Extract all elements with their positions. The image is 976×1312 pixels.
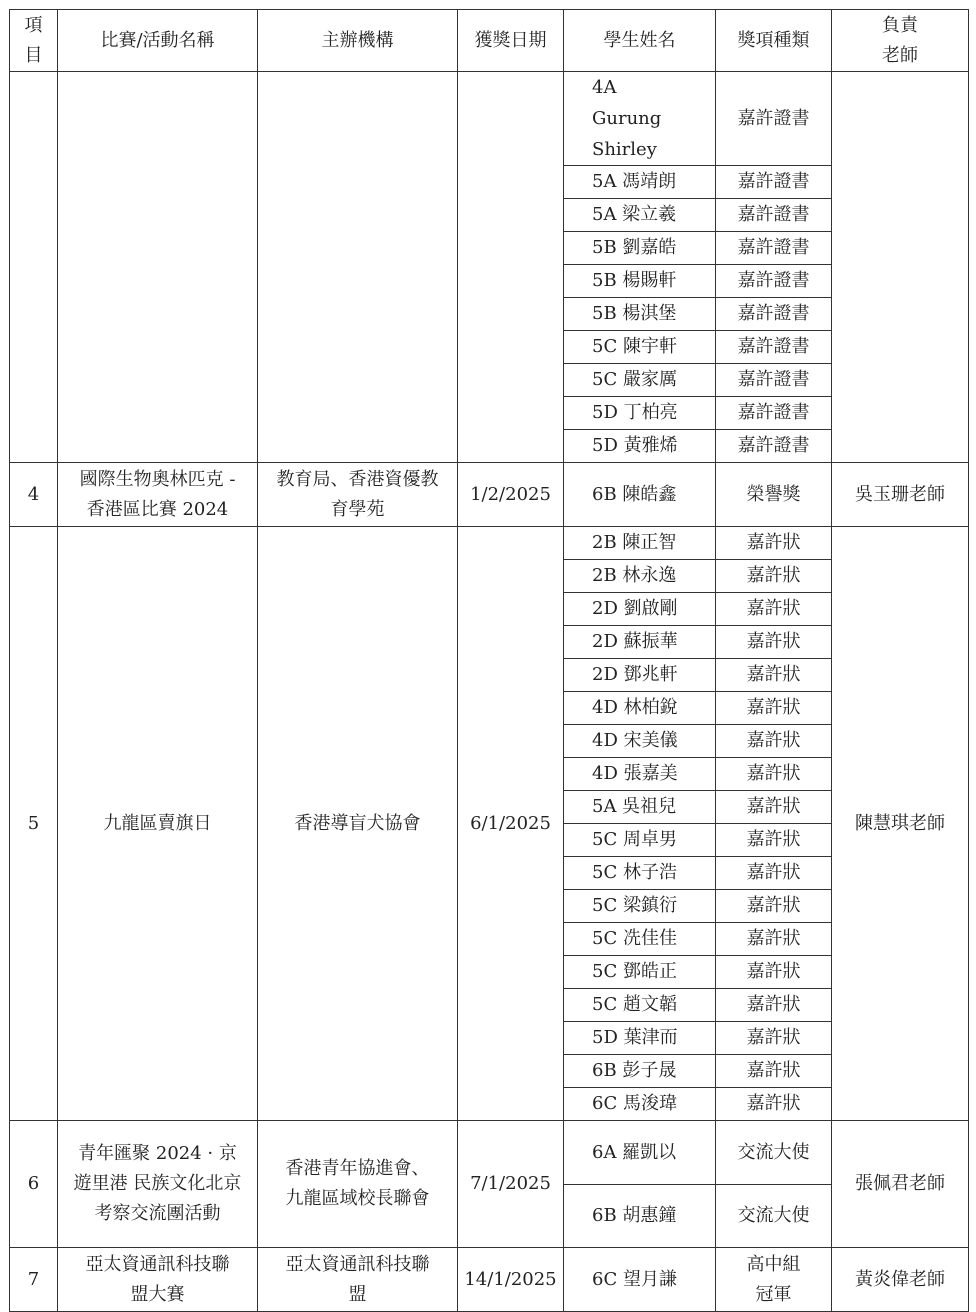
- award-type: 嘉許證書: [716, 72, 832, 166]
- award-type: 嘉許證書: [716, 430, 832, 463]
- award-type: 嘉許狀: [716, 659, 832, 692]
- student-name: 2D 鄧兆軒: [564, 659, 716, 692]
- table-row: [10, 527, 969, 560]
- award-type: 嘉許證書: [716, 166, 832, 199]
- student-name: 5C 周卓男: [564, 824, 716, 857]
- award-type: 交流大使: [716, 1121, 832, 1185]
- table-row: [10, 463, 969, 527]
- student-name: 5C 陳宇軒: [564, 331, 716, 364]
- award-type: 嘉許狀: [716, 923, 832, 956]
- student-name: 6B 彭子晟: [564, 1055, 716, 1088]
- award-type: 嘉許證書: [716, 331, 832, 364]
- student-name: 6B 胡惠鐘: [564, 1185, 716, 1248]
- award-type: 嘉許狀: [716, 890, 832, 923]
- award-type: 嘉許狀: [716, 626, 832, 659]
- student-name: 6B 陳皓鑫: [564, 463, 716, 527]
- award-type: 嘉許狀: [716, 758, 832, 791]
- student-name: 5C 林子浩: [564, 857, 716, 890]
- student-name: 4A Gurung Shirley: [564, 72, 716, 166]
- student-name: 4D 宋美儀: [564, 725, 716, 758]
- competition-name: 九龍區賣旗日: [58, 527, 258, 1121]
- award-type: 嘉許狀: [716, 857, 832, 890]
- item-number: 4: [10, 463, 58, 527]
- item-number: 7: [10, 1248, 58, 1312]
- award-type: 嘉許證書: [716, 298, 832, 331]
- cont-date-cell: [458, 72, 564, 463]
- award-date: 6/1/2025: [458, 527, 564, 1121]
- header-teacher: 負責老師: [832, 10, 969, 72]
- organizer: 亞太資通訊科技聯盟: [258, 1248, 458, 1312]
- item-number: 5: [10, 527, 58, 1121]
- student-name: 5B 楊賜軒: [564, 265, 716, 298]
- student-name: 2B 陳正智: [564, 527, 716, 560]
- teacher-name: 吳玉珊老師: [832, 463, 969, 527]
- competition-name: 國際生物奧林匹克 - 香港區比賽 2024: [58, 463, 258, 527]
- award-type: 嘉許狀: [716, 989, 832, 1022]
- student-name: 5D 丁柏亮: [564, 397, 716, 430]
- student-name: 2D 蘇振華: [564, 626, 716, 659]
- competition-name: 青年匯聚 2024 · 京遊里港 民族文化北京考察交流團活動: [58, 1121, 258, 1248]
- award-type: 嘉許證書: [716, 199, 832, 232]
- student-name: 5D 葉津而: [564, 1022, 716, 1055]
- student-name: 5C 鄧皓正: [564, 956, 716, 989]
- organizer: 教育局、香港資優教育學苑: [258, 463, 458, 527]
- award-type: 高中組冠軍: [716, 1248, 832, 1312]
- teacher-name: 張佩君老師: [832, 1121, 969, 1248]
- student-name: 2B 林永逸: [564, 560, 716, 593]
- award-type: 嘉許證書: [716, 364, 832, 397]
- cont-organizer-cell: [258, 72, 458, 463]
- award-type: 嘉許狀: [716, 824, 832, 857]
- teacher-name: 陳慧琪老師: [832, 527, 969, 1121]
- table-row: [10, 72, 969, 166]
- teacher-name: 黃炎偉老師: [832, 1248, 969, 1312]
- award-type: 嘉許證書: [716, 232, 832, 265]
- award-type: 嘉許狀: [716, 725, 832, 758]
- student-name: 5A 吳祖兒: [564, 791, 716, 824]
- cont-teacher-cell: [832, 72, 969, 463]
- student-name: 6A 羅凱以: [564, 1121, 716, 1185]
- header-organizer: 主辦機構: [258, 10, 458, 72]
- student-name: 5C 趙文韜: [564, 989, 716, 1022]
- student-name: 2D 劉啟剛: [564, 593, 716, 626]
- student-name: 5A 梁立羲: [564, 199, 716, 232]
- header-row: [10, 10, 969, 72]
- cont-name-cell: [58, 72, 258, 463]
- student-name: 5B 楊淇堡: [564, 298, 716, 331]
- student-name: 5D 黃雅烯: [564, 430, 716, 463]
- awards-table: [9, 9, 969, 1312]
- student-name: 6C 望月謙: [564, 1248, 716, 1312]
- award-type: 嘉許狀: [716, 560, 832, 593]
- organizer: 香港青年協進會、九龍區域校長聯會: [258, 1121, 458, 1248]
- award-date: 14/1/2025: [458, 1248, 564, 1312]
- student-name: 5B 劉嘉皓: [564, 232, 716, 265]
- student-name: 4D 林柏銳: [564, 692, 716, 725]
- award-type: 嘉許狀: [716, 1022, 832, 1055]
- award-type: 嘉許狀: [716, 527, 832, 560]
- award-date: 7/1/2025: [458, 1121, 564, 1248]
- award-type: 嘉許狀: [716, 791, 832, 824]
- header-item: 項目: [10, 10, 58, 72]
- header-name: 比賽/活動名稱: [58, 10, 258, 72]
- award-type: 嘉許證書: [716, 265, 832, 298]
- header-student: 學生姓名: [564, 10, 716, 72]
- student-name: 5C 嚴家厲: [564, 364, 716, 397]
- item-number: 6: [10, 1121, 58, 1248]
- student-name: 5C 梁鎮衍: [564, 890, 716, 923]
- award-type: 嘉許狀: [716, 692, 832, 725]
- award-date: 1/2/2025: [458, 463, 564, 527]
- award-type: 榮譽獎: [716, 463, 832, 527]
- award-type: 嘉許狀: [716, 1088, 832, 1121]
- student-name: 6C 馬浚瑋: [564, 1088, 716, 1121]
- award-type: 交流大使: [716, 1185, 832, 1248]
- competition-name: 亞太資通訊科技聯盟大賽: [58, 1248, 258, 1312]
- student-name: 4D 張嘉美: [564, 758, 716, 791]
- award-type: 嘉許狀: [716, 593, 832, 626]
- header-date: 獲獎日期: [458, 10, 564, 72]
- header-award: 獎項種類: [716, 10, 832, 72]
- award-type: 嘉許狀: [716, 1055, 832, 1088]
- award-type: 嘉許證書: [716, 397, 832, 430]
- organizer: 香港導盲犬協會: [258, 527, 458, 1121]
- student-name: 5A 馮靖朗: [564, 166, 716, 199]
- table-row: [10, 1121, 969, 1185]
- student-name: 5C 冼佳佳: [564, 923, 716, 956]
- award-type: 嘉許狀: [716, 956, 832, 989]
- cont-item-cell: [10, 72, 58, 463]
